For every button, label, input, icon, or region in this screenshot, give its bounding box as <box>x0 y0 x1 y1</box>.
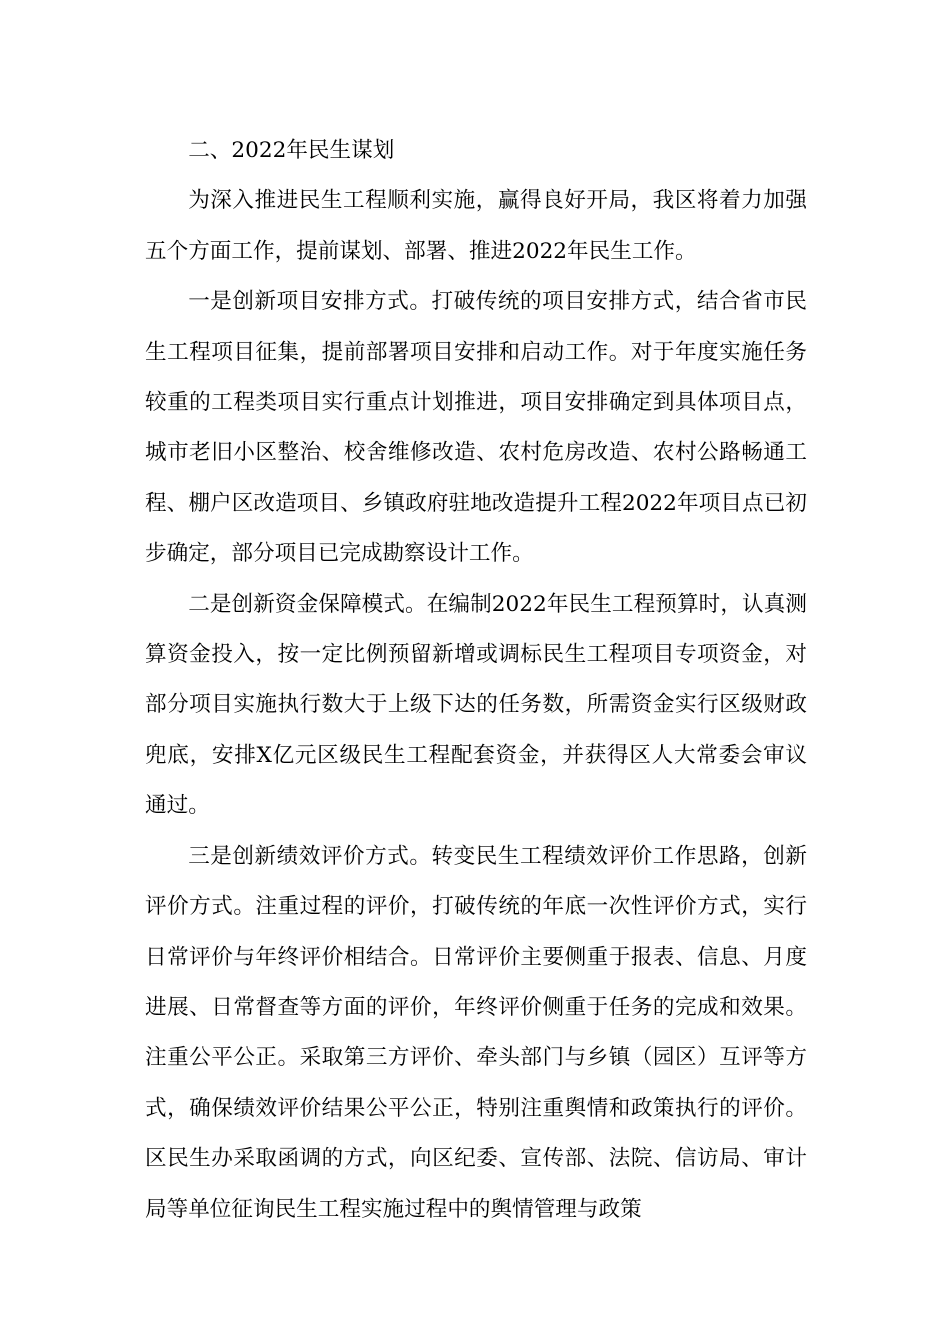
document-body <box>145 126 807 1235</box>
section-heading: 二、2022年民生谋划 <box>188 138 395 163</box>
paragraph-funding-guarantee: 二是创新资金保障模式。在编制2022年民生工程预算时，认真测算资金投入，按一定比例预留新增或调标民生工程项目专项资金，对部分项目实施执行数大于上级下达的任务数，所需资金实行区级财政兜底，安排X亿元区级民生工程配套资金，并获得区人大常委会审议通过。 <box>145 591 807 819</box>
paragraph-performance-evaluation: 三是创新绩效评价方式。转变民生工程绩效评价工作思路，创新评价方式。注重过程的评价，打破传统的年底一次性评价方式，实行日常评价与年终评价相结合。日常评价主要侧重于报表、信息、月度进展、日常督查等方面的评价，年终评价侧重于任务的完成和效果。注重公平公正。采取第三方评价、牵头部门与乡镇（园区）互评等方式，确保绩效评价结果公平公正，特别注重舆情和政策执行的评价。区民生办采取函调的方式，向区纪委、宣传部、法院、信访局、审计局等单位征询民生工程实施过程中的舆情管理与政策 <box>145 843 807 1222</box>
paragraph-intro: 为深入推进民生工程顺利实施，赢得良好开局，我区将着力加强五个方面工作，提前谋划、部署、推进2022年民生工作。 <box>145 188 807 264</box>
paragraph-project-arrangement: 一是创新项目安排方式。打破传统的项目安排方式，结合省市民生工程项目征集，提前部署项目安排和启动工作。对于年度实施任务较重的工程类项目实行重点计划推进，项目安排确定到具体项目点，城市老旧小区整治、校舍维修改造、农村危房改造、农村公路畅通工程、棚户区改造项目、乡镇政府驻地改造提升工程2022年项目点已初步确定，部分项目已完成勘察设计工作。 <box>145 289 807 567</box>
